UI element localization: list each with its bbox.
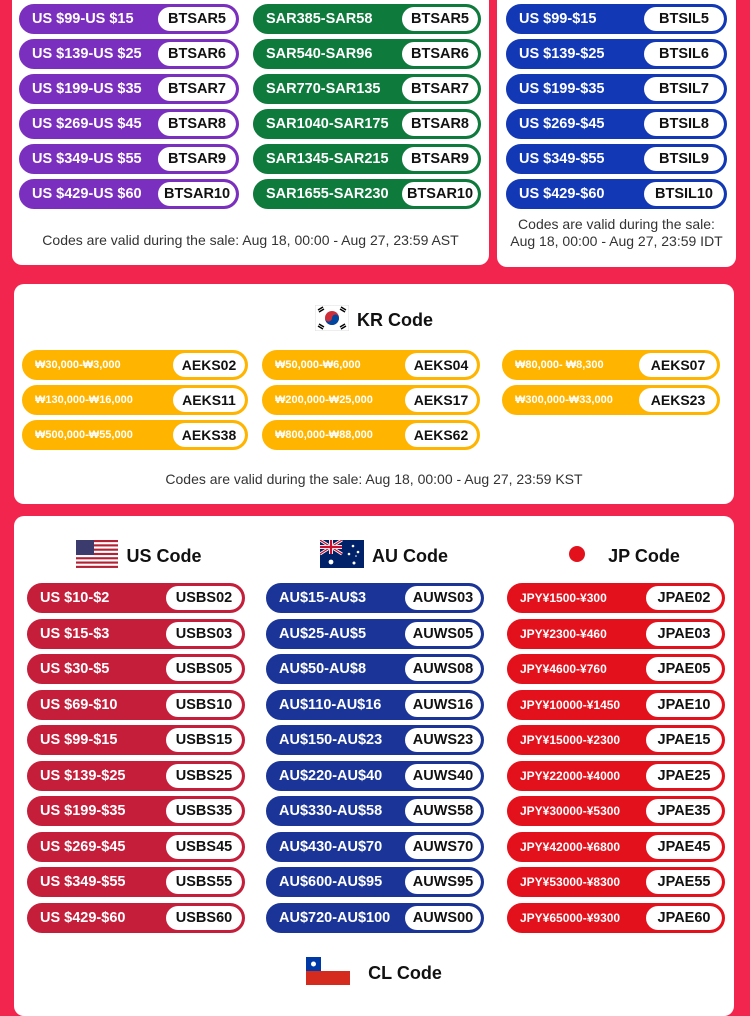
discount-range-label: US $199-US $35 bbox=[32, 81, 142, 97]
au-code-title: AU Code bbox=[372, 545, 448, 566]
discount-code-pill[interactable] bbox=[253, 4, 481, 34]
discount-code-pill[interactable] bbox=[253, 179, 481, 209]
discount-range-label: US $429-US $60 bbox=[32, 186, 142, 202]
promo-code-label[interactable]: BTSAR10 bbox=[158, 182, 236, 206]
discount-range-label: ₩130,000-₩16,000 bbox=[35, 394, 133, 406]
promo-code-label[interactable]: JPAE25 bbox=[646, 764, 722, 788]
promo-code-label[interactable]: USBS02 bbox=[166, 586, 242, 610]
promo-code-label[interactable]: AEKS23 bbox=[639, 388, 717, 412]
discount-range-label: SAR770-SAR135 bbox=[266, 81, 381, 97]
discount-range-label: JPY¥2300-¥460 bbox=[520, 626, 607, 641]
discount-code-pill[interactable] bbox=[262, 420, 480, 450]
discount-code-pill[interactable] bbox=[502, 350, 720, 380]
promo-code-label[interactable]: AEKS11 bbox=[173, 388, 245, 412]
discount-code-pill[interactable] bbox=[266, 761, 484, 791]
us-code-header bbox=[54, 541, 224, 571]
discount-range-label: AU$150-AU$23 bbox=[279, 732, 383, 748]
promo-code-label[interactable]: BTSIL7 bbox=[644, 77, 724, 101]
promo-code-label[interactable]: USBS60 bbox=[166, 906, 242, 930]
promo-code-label[interactable]: USBS45 bbox=[166, 835, 242, 859]
kr-code-title: KR Code bbox=[357, 309, 433, 330]
discount-range-label: SAR540-SAR96 bbox=[266, 46, 373, 62]
discount-range-label: AU$25-AU$5 bbox=[279, 625, 367, 642]
promo-code-label[interactable]: JPAE02 bbox=[646, 586, 722, 610]
promo-code-label[interactable]: JPAE60 bbox=[646, 906, 722, 930]
promo-code-label[interactable]: USBS55 bbox=[166, 870, 242, 894]
promo-code-label[interactable]: BTSAR10 bbox=[402, 182, 478, 206]
promo-code-label[interactable]: JPAE45 bbox=[646, 835, 722, 859]
il-validity-note-line1: Codes are valid during the sale: bbox=[518, 216, 715, 232]
discount-range-label: US $99-US $15 bbox=[32, 11, 134, 27]
kr-code-header bbox=[14, 306, 734, 334]
promo-code-label[interactable]: AEKS04 bbox=[405, 353, 477, 377]
promo-code-label[interactable]: USBS10 bbox=[166, 693, 242, 717]
discount-range-label: JPY¥1500-¥300 bbox=[520, 591, 607, 605]
promo-code-label[interactable]: BTSAR9 bbox=[402, 147, 478, 171]
promo-code-label[interactable]: AEKS38 bbox=[173, 423, 245, 447]
discount-code-pill[interactable] bbox=[27, 690, 245, 720]
discount-code-pill[interactable] bbox=[27, 583, 245, 613]
discount-code-pill[interactable] bbox=[507, 867, 725, 897]
promo-code-label[interactable]: AEKS02 bbox=[173, 353, 245, 377]
discount-range-label: ₩80,000- ₩8,300 bbox=[515, 359, 604, 371]
sa-validity-note: Codes are valid during the sale: Aug 18, 00:00 - Aug 27, 23:59 AST bbox=[42, 232, 459, 248]
kr-validity-note: Codes are valid during the sale: Aug 18, 00:00 - Aug 27, 23:59 KST bbox=[165, 471, 583, 487]
discount-range-label: US $139-US $25 bbox=[32, 46, 142, 62]
discount-code-pill[interactable] bbox=[19, 39, 239, 69]
promo-code-label[interactable]: JPAE15 bbox=[646, 728, 722, 752]
promo-code-label[interactable]: JPAE55 bbox=[646, 870, 722, 894]
cl-flag-icon bbox=[306, 957, 350, 990]
discount-code-pill[interactable] bbox=[506, 109, 727, 139]
discount-range-label: US $10-$2 bbox=[40, 590, 110, 606]
discount-code-pill[interactable] bbox=[22, 385, 248, 415]
promo-code-label[interactable]: BTSIL6 bbox=[644, 42, 724, 66]
discount-code-pill[interactable] bbox=[266, 867, 484, 897]
discount-range-label: US $349-$55 bbox=[519, 151, 605, 167]
discount-code-pill[interactable] bbox=[19, 109, 239, 139]
promo-code-label[interactable]: JPAE05 bbox=[646, 657, 722, 681]
discount-range-label: US $139-$25 bbox=[40, 767, 126, 784]
promo-code-label[interactable]: BTSIL8 bbox=[644, 112, 724, 136]
discount-code-pill[interactable] bbox=[253, 74, 481, 104]
promo-code-label[interactable]: AEKS62 bbox=[405, 423, 477, 447]
discount-code-pill[interactable] bbox=[27, 867, 245, 897]
discount-range-label: US $199-$35 bbox=[519, 81, 605, 97]
discount-range-label: US $429-$60 bbox=[519, 186, 605, 202]
promo-code-label[interactable]: BTSAR6 bbox=[402, 42, 478, 66]
discount-code-pill[interactable] bbox=[253, 144, 481, 174]
discount-range-label: JPY¥42000-¥6800 bbox=[520, 839, 621, 854]
discount-code-pill[interactable] bbox=[506, 39, 727, 69]
us-code-title: US Code bbox=[126, 545, 202, 566]
discount-code-pill[interactable] bbox=[507, 725, 725, 755]
il-validity-note-line2: Aug 18, 00:00 - Aug 27, 23:59 IDT bbox=[510, 233, 723, 249]
discount-range-label: US $139-$25 bbox=[519, 46, 605, 62]
discount-range-label: SAR385-SAR58 bbox=[266, 11, 373, 27]
discount-code-pill[interactable] bbox=[266, 690, 484, 720]
discount-range-label: SAR1345-SAR215 bbox=[266, 151, 389, 167]
promo-code-label[interactable]: USBS03 bbox=[166, 622, 242, 646]
promo-code-label[interactable]: AUWS23 bbox=[405, 728, 481, 752]
discount-range-label: US $269-$45 bbox=[519, 116, 605, 132]
us-au-jp-code-card bbox=[14, 516, 734, 1016]
promo-code-label[interactable]: USBS05 bbox=[166, 657, 242, 681]
promo-code-label[interactable]: BTSAR8 bbox=[158, 112, 236, 136]
discount-code-pill[interactable] bbox=[507, 690, 725, 720]
discount-code-pill[interactable] bbox=[262, 350, 480, 380]
discount-range-label: US $429-$60 bbox=[40, 909, 126, 926]
promo-code-label[interactable]: AUWS05 bbox=[405, 622, 481, 646]
discount-code-pill[interactable] bbox=[253, 109, 481, 139]
discount-code-pill[interactable] bbox=[507, 796, 725, 826]
discount-code-pill[interactable] bbox=[266, 903, 484, 933]
promo-code-label[interactable]: AUWS00 bbox=[405, 906, 481, 930]
discount-range-label: US $99-$15 bbox=[40, 732, 118, 748]
discount-range-label: ₩300,000-₩33,000 bbox=[515, 394, 613, 406]
discount-range-label: ₩500,000-₩55,000 bbox=[35, 429, 133, 441]
discount-range-label: AU$50-AU$8 bbox=[279, 661, 367, 677]
promo-code-label[interactable]: AEKS17 bbox=[405, 388, 477, 412]
discount-range-label: AU$220-AU$40 bbox=[279, 767, 383, 784]
discount-code-pill[interactable] bbox=[507, 832, 725, 862]
promo-code-label[interactable]: USBS25 bbox=[166, 764, 242, 788]
us-flag-icon bbox=[76, 540, 118, 573]
discount-code-pill[interactable] bbox=[506, 74, 727, 104]
discount-code-pill[interactable] bbox=[262, 385, 480, 415]
discount-code-pill[interactable] bbox=[19, 144, 239, 174]
discount-range-label: ₩30,000-₩3,000 bbox=[35, 359, 121, 371]
promo-code-label[interactable]: AUWS08 bbox=[405, 657, 481, 681]
discount-range-label: US $349-US $55 bbox=[32, 151, 142, 167]
discount-range-label: AU$330-AU$58 bbox=[279, 803, 383, 819]
discount-range-label: JPY¥30000-¥5300 bbox=[520, 804, 621, 818]
promo-code-label[interactable]: BTSAR7 bbox=[158, 77, 236, 101]
promo-code-label[interactable]: BTSIL9 bbox=[644, 147, 724, 171]
discount-code-pill[interactable] bbox=[27, 903, 245, 933]
discount-code-pill[interactable] bbox=[27, 832, 245, 862]
kr-code-card bbox=[14, 284, 734, 504]
discount-code-pill[interactable] bbox=[27, 761, 245, 791]
discount-code-pill[interactable] bbox=[266, 619, 484, 649]
cl-code-title: CL Code bbox=[368, 962, 442, 983]
promo-code-label[interactable]: BTSIL5 bbox=[644, 7, 724, 31]
discount-range-label: JPY¥15000-¥2300 bbox=[520, 733, 621, 747]
discount-range-label: JPY¥53000-¥8300 bbox=[520, 875, 621, 889]
discount-code-pill[interactable] bbox=[19, 179, 239, 209]
discount-code-pill[interactable] bbox=[266, 654, 484, 684]
discount-range-label: JPY¥10000-¥1450 bbox=[520, 697, 621, 712]
discount-range-label: US $349-$55 bbox=[40, 874, 126, 890]
discount-code-pill[interactable] bbox=[22, 350, 248, 380]
promo-code-label[interactable]: JPAE35 bbox=[646, 799, 722, 823]
discount-range-label: US $15-$3 bbox=[40, 625, 110, 642]
discount-code-pill[interactable] bbox=[507, 761, 725, 791]
discount-range-label: AU$720-AU$100 bbox=[279, 909, 391, 926]
discount-range-label: US $269-$45 bbox=[40, 838, 126, 855]
sa-code-card bbox=[12, 0, 489, 265]
discount-code-pill[interactable] bbox=[27, 725, 245, 755]
discount-code-pill[interactable] bbox=[19, 4, 239, 34]
discount-range-label: AU$110-AU$16 bbox=[279, 696, 382, 713]
au-code-header bbox=[294, 541, 474, 571]
jp-flag-icon bbox=[568, 545, 586, 568]
discount-code-pill[interactable] bbox=[27, 654, 245, 684]
promo-code-label[interactable]: AEKS07 bbox=[639, 353, 717, 377]
discount-code-pill[interactable] bbox=[506, 179, 727, 209]
promo-code-label[interactable]: BTSAR5 bbox=[158, 7, 236, 31]
promo-code-label[interactable]: JPAE03 bbox=[646, 622, 722, 646]
il-code-card bbox=[497, 0, 736, 267]
discount-range-label: AU$430-AU$70 bbox=[279, 838, 383, 855]
promo-code-label[interactable]: AUWS16 bbox=[405, 693, 481, 717]
discount-code-pill[interactable] bbox=[22, 420, 248, 450]
discount-code-pill[interactable] bbox=[502, 385, 720, 415]
discount-range-label: US $99-$15 bbox=[519, 11, 597, 27]
promo-code-label[interactable]: USBS15 bbox=[166, 728, 242, 752]
discount-code-pill[interactable] bbox=[507, 583, 725, 613]
discount-range-label: SAR1040-SAR175 bbox=[266, 116, 389, 132]
discount-range-label: JPY¥22000-¥4000 bbox=[520, 768, 621, 783]
discount-code-pill[interactable] bbox=[27, 619, 245, 649]
jp-code-title: JP Code bbox=[608, 545, 680, 566]
promo-code-label[interactable]: BTSAR6 bbox=[158, 42, 236, 66]
promo-code-label[interactable]: BTSAR8 bbox=[402, 112, 478, 136]
discount-range-label: AU$600-AU$95 bbox=[279, 874, 383, 890]
discount-range-label: US $199-$35 bbox=[40, 803, 126, 819]
discount-code-pill[interactable] bbox=[266, 725, 484, 755]
discount-range-label: AU$15-AU$3 bbox=[279, 590, 367, 606]
discount-code-pill[interactable] bbox=[266, 832, 484, 862]
discount-code-pill[interactable] bbox=[507, 903, 725, 933]
promo-code-label[interactable]: AUWS40 bbox=[405, 764, 481, 788]
kr-flag-icon bbox=[315, 305, 349, 336]
discount-range-label: ₩800,000-₩88,000 bbox=[275, 429, 373, 441]
discount-range-label: JPY¥4600-¥760 bbox=[520, 662, 607, 676]
promo-code-label[interactable]: BTSAR5 bbox=[402, 7, 478, 31]
promo-code-label[interactable]: AUWS70 bbox=[405, 835, 481, 859]
jp-code-header bbox=[544, 541, 704, 571]
discount-range-label: US $30-$5 bbox=[40, 661, 110, 677]
discount-range-label: JPY¥65000-¥9300 bbox=[520, 910, 621, 925]
cl-code-header bbox=[284, 958, 464, 988]
discount-range-label: US $269-US $45 bbox=[32, 116, 142, 132]
promo-code-label[interactable]: BTSAR7 bbox=[402, 77, 478, 101]
promo-code-label[interactable]: BTSAR9 bbox=[158, 147, 236, 171]
discount-code-pill[interactable] bbox=[506, 144, 727, 174]
au-flag-icon bbox=[320, 540, 364, 573]
discount-code-pill[interactable] bbox=[266, 583, 484, 613]
promo-code-label[interactable]: AUWS58 bbox=[405, 799, 481, 823]
discount-code-pill[interactable] bbox=[507, 654, 725, 684]
discount-range-label: ₩50,000-₩6,000 bbox=[275, 359, 361, 371]
promo-code-label[interactable]: JPAE10 bbox=[646, 693, 722, 717]
discount-range-label: SAR1655-SAR230 bbox=[266, 186, 389, 202]
discount-code-pill[interactable] bbox=[506, 4, 727, 34]
discount-code-pill[interactable] bbox=[507, 619, 725, 649]
discount-code-pill[interactable] bbox=[27, 796, 245, 826]
discount-code-pill[interactable] bbox=[253, 39, 481, 69]
promo-code-label[interactable]: AUWS03 bbox=[405, 586, 481, 610]
promo-code-label[interactable]: USBS35 bbox=[166, 799, 242, 823]
discount-range-label: ₩200,000-₩25,000 bbox=[275, 394, 373, 406]
discount-code-pill[interactable] bbox=[19, 74, 239, 104]
discount-code-pill[interactable] bbox=[266, 796, 484, 826]
discount-range-label: US $69-$10 bbox=[40, 696, 118, 713]
promo-code-label[interactable]: BTSIL10 bbox=[644, 182, 724, 206]
promo-code-label[interactable]: AUWS95 bbox=[405, 870, 481, 894]
